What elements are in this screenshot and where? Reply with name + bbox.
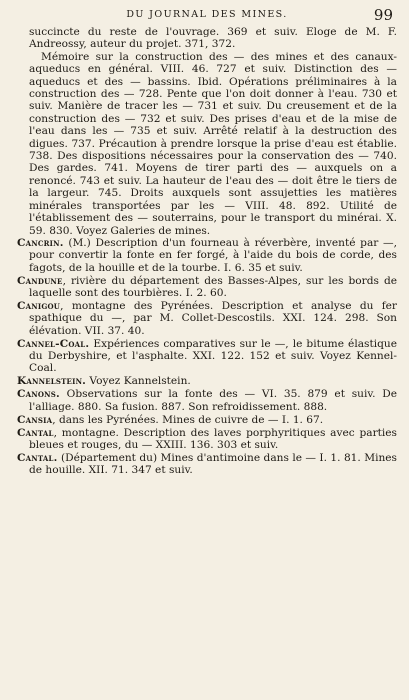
entry-headword: Canons. bbox=[17, 388, 60, 401]
index-entries bbox=[17, 26, 397, 477]
index-entry bbox=[17, 338, 397, 375]
index-entry bbox=[17, 375, 397, 387]
entry-headword: Cannel-Coal. bbox=[17, 337, 90, 350]
entry-headword: Cancrin. bbox=[17, 236, 64, 249]
index-entry bbox=[17, 275, 397, 300]
entry-text: , montagne. Description des laves porphyritiques avec parties bleues et rouges, du — XXIII. 136. 303 et suiv. bbox=[29, 426, 397, 451]
index-entry bbox=[17, 414, 397, 426]
continuation-paragraph: Mémoire sur la construction des — des mines et des canaux-aqueducs en général. VIII. 46. 727 et suiv. Distinction des — aqueducs et des — bassins. Ibid. Opérations préliminaires à la construction des — 728. Pente que l'on doit donner à l'eau. 730 et suiv. Manière de tracer les — 731 et suiv. Du creusement et de la construction des — 732 et suiv. Des prises d'eau et de la mise de l'eau dans les — 735 et suiv. Arrêté relatif à la destruction des digues. 737. Précaution à prendre lorsque la prise d'eau est établie. 738. Des dispositions nécessaires pour la conservation des — 740. Des gardes. 741. Moyens de tirer parti des — auxquels on a renoncé. 743 et suiv. La hauteur de l'eau des — doit être le tiers de la largeur. 745. Droits auxquels sont assujetties les matières minérales transportées par les — VIII. 48. 892. Utilité de l'établissement des — souterrains, pour le transport du minérai. X. 59. 830. Voyez Galeries de mines. bbox=[29, 50, 397, 237]
entry-text: , montagne des Pyrénées. Description et analyse du fer spathique du —, par M. Collet-Descostils. XXI. 124. 298. Son élévation. VII. 37. 40. bbox=[29, 299, 397, 337]
entry-headword: Canigou bbox=[17, 299, 61, 312]
entry-text: (Département du) Mines d'antimoine dans le — I. 1. 81. Mines de houille. XII. 71. 347 et suiv. bbox=[29, 451, 397, 477]
entry-text: , dans les Pyrénées. Mines de cuivre de — I. 1. 67. bbox=[52, 413, 324, 426]
page-header bbox=[17, 6, 397, 26]
entry-text: Expériences comparatives sur le —, le bitume élastique du Derbyshire, et l'asphalte. XXI. 122. 152 et suiv. Voyez Kennel-Coal. bbox=[29, 337, 397, 375]
entry-headword: Candune bbox=[17, 274, 63, 287]
index-entry bbox=[17, 388, 397, 413]
running-head: DU JOURNAL DES MINES. bbox=[126, 9, 288, 20]
entry-text: Voyez Kannelstein. bbox=[86, 375, 191, 388]
index-entry bbox=[17, 300, 397, 337]
entry-headword: Cansia bbox=[17, 413, 53, 426]
entry-text: , rivière du département des Basses-Alpes, sur les bords de laquelle sont des tourbières. I. 2. 60. bbox=[29, 274, 397, 300]
entry-headword: Cantal. bbox=[17, 451, 58, 464]
index-entry bbox=[17, 237, 397, 274]
index-entry bbox=[17, 427, 397, 452]
continuation-paragraph: succincte du reste de l'ouvrage. 369 et suiv. Eloge de M. F. Andreossy, auteur du projet. 371, 372. bbox=[29, 26, 397, 51]
entry-headword: Kannelstein. bbox=[17, 375, 87, 388]
entry-text: (M.) Description d'un fourneau à réverbère, inventé par —, pour convertir la fonte en fer forgé, à l'aide du bois de corde, des fagots, de la houille et de la tourbe. I. 6. 35 et suiv. bbox=[29, 236, 397, 274]
page-number: 99 bbox=[373, 6, 393, 24]
entry-text: Observations sur la fonte des — VI. 35. 879 et suiv. De l'alliage. 880. Sa fusion. 887. Son refroidissement. 888. bbox=[29, 388, 397, 413]
entry-headword: Cantal bbox=[17, 426, 54, 439]
index-entry bbox=[17, 452, 397, 477]
